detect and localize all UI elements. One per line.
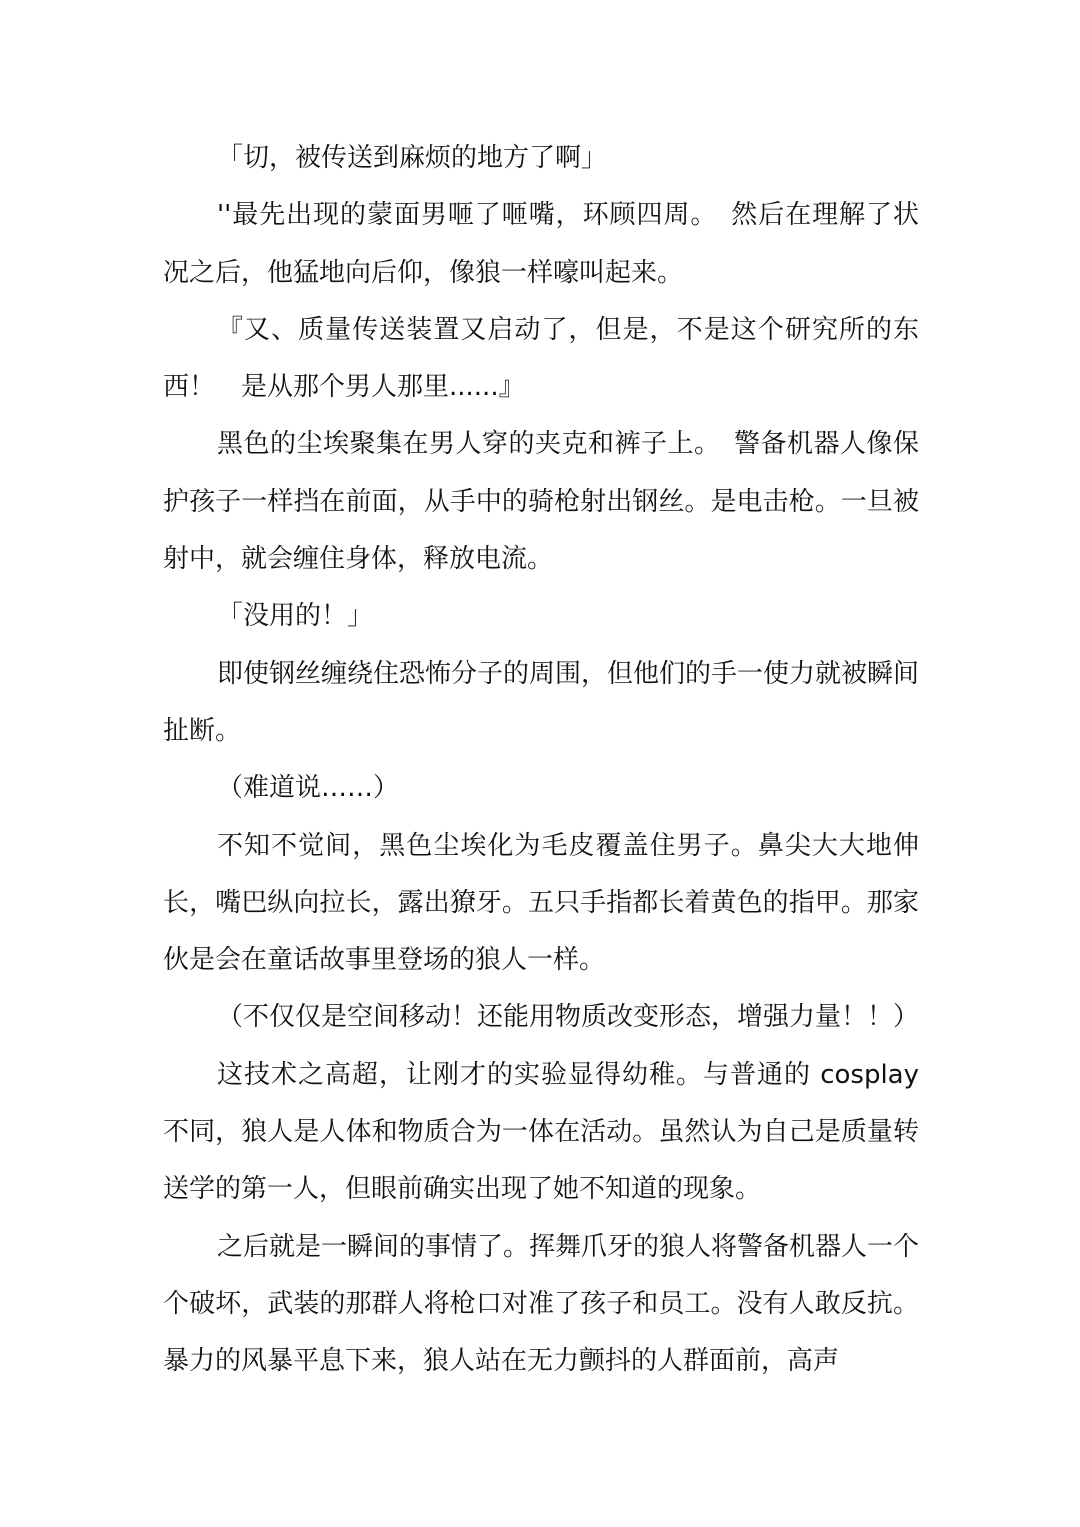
- paragraph: （不仅仅是空间移动！还能用物质改变形态，增强力量！！）: [217, 1002, 920, 1033]
- paragraph: 「没用的！」: [217, 601, 374, 632]
- paragraph: 『又、质量传送装置又启动了，但是，不是这个研究所的东西！ 是从那个男人那里......』: [163, 314, 919, 403]
- paragraph: 之后就是一瞬间的事情了。挥舞爪牙的狼人将警备机器人一个个破坏，武装的那群人将枪口对准了孩子和员工。没有人敢反抗。暴力的风暴平息下来，狼人站在无力颤抖的人群面前，高声: [163, 1231, 920, 1377]
- paragraph: 即使钢丝缠绕住恐怖分子的周围，但他们的手一使力就被瞬间扯断。: [163, 658, 920, 746]
- paragraph: 黑色的尘埃聚集在男人穿的夹克和裤子上。 警备机器人像保护孩子一样挡在前面，从手中的骑枪射出钢丝。是电击枪。一旦被射中，就会缠住身体，释放电流。: [163, 429, 919, 575]
- paragraph: （难道说……）: [217, 773, 400, 804]
- document-body: [163, 130, 928, 1391]
- paragraph: 这技术之高超，让刚才的实验显得幼稚。与普通的 cosplay 不同，狼人是人体和物质合为一体在活动。虽然认为自己是质量转送学的第一人，但眼前确实出现了她不知道的现象。: [163, 1059, 928, 1205]
- paragraph: 「切，被传送到麻烦的地方了啊」: [217, 143, 608, 173]
- paragraph: ''最先出现的蒙面男咂了咂嘴，环顾四周。 然后在理解了状况之后，他猛地向后仰，像狼一样嚎叫起来。: [163, 200, 919, 288]
- paragraph: 不知不觉间，黑色尘埃化为毛皮覆盖住男子。鼻尖大大地伸长，嘴巴纵向拉长，露出獠牙。五只手指都长着黄色的指甲。那家伙是会在童话故事里登场的狼人一样。: [163, 830, 919, 976]
